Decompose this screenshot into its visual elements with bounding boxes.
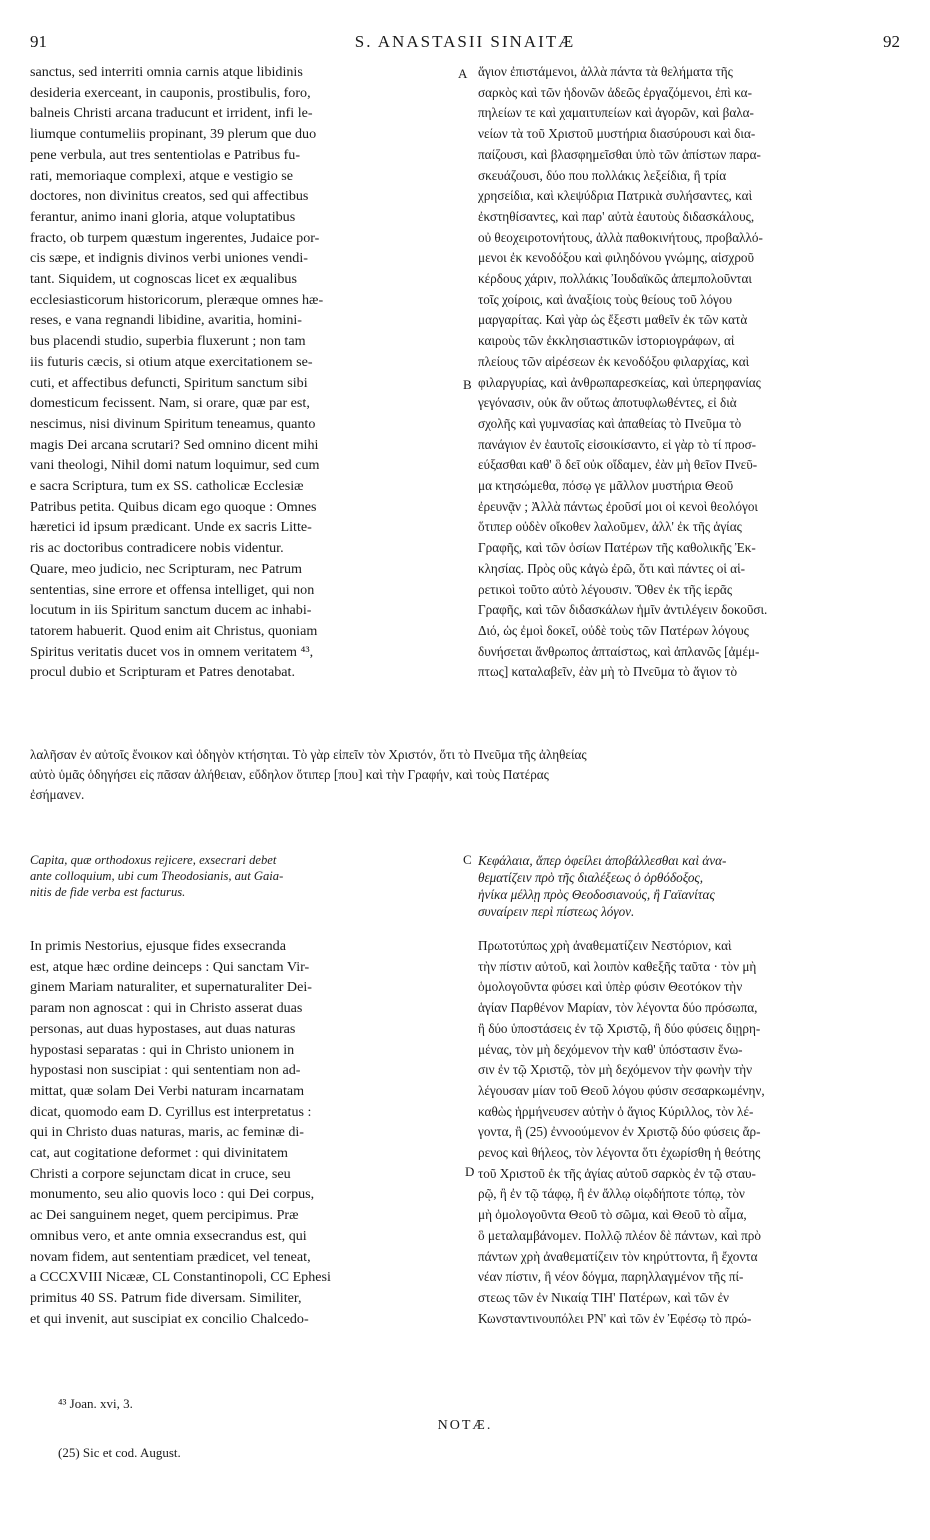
greek-caption xyxy=(478,852,900,920)
greek-top-line: Διό, ὡς ἐμοὶ δοκεῖ, οὐδὲ τοὺς τῶν Πατέρων λόγους xyxy=(478,622,749,638)
latin-top-line: ferantur, animo inani gloria, atque voluptatibus xyxy=(30,208,296,225)
greek-top-line: Γραφῆς, καὶ τῶν διδασκάλων ἡμῖν ἀντιλέγειν δοκοῦσι. xyxy=(478,602,768,618)
greek-bottom-line: πάντων χρὴ ἀναθεματίζειν τὸν κηρύττοντα, ἢ ἔχοντα xyxy=(478,1248,758,1264)
greek-top-line: σχολῆς καὶ γυμνασίας καὶ ἀπαθείας τὸ Πνεῦμα τὸ xyxy=(478,415,742,431)
greek-top-line: μα κτησώμεθα, πόσῳ γε μᾶλλον μυστήρια Θεοῦ xyxy=(478,478,734,494)
greek-top-line: εύξασθαι καθ' ὃ δεῖ οὐκ οἴδαμεν, ἐὰν μὴ θεῖον Πνεῦ- xyxy=(478,457,758,473)
latin-top-line: sanctus, sed interriti omnia carnis atque libidinis xyxy=(30,64,303,80)
greek-bottom-line: ὁμολογοῦντα φύσει καὶ ὑπὲρ φύσιν Θεοτόκον τὴν xyxy=(478,979,743,995)
greek-top-line: γεγόνασιν, οὐκ ἂν οὕτως ἀποτυφλωθέντες, εἰ διὰ xyxy=(478,395,737,411)
latin-top-line: Spiritus veritatis ducet vos in omnem veritatem ⁴³, xyxy=(30,643,314,660)
latin-top-line: fracto, ob turpem quæstum ingerentes, Judaice por- xyxy=(30,229,320,246)
greek-bottom-line: μένας, τὸν μὴ δεχόμενον τὴν καθ' ὑπόστασιν ἕνω- xyxy=(478,1041,743,1057)
greek-top-line: ἅγιον ἐπιστάμενοι, ἀλλὰ πάντα τὰ θελήματα τῆς xyxy=(478,64,733,79)
latin-bottom-line: omnibus vero, et ante omnia exsecrandus est, qui xyxy=(30,1227,307,1244)
greek-top-line: πτως] καταλαβεῖν, ἐὰν μὴ τὸ Πνεῦμα τὸ ἅγιον τὸ xyxy=(478,664,738,680)
greek-full-line: λαλῆσαν ἐν αὐτοῖς ἔνοικον καὶ ὁδηγὸν κτήσηται. Τὸ γὰρ εἰπεῖν τὸν Χριστόν, ὅτι τὸ Πνεῦμα τῆς ἀληθείας xyxy=(30,747,587,762)
latin-bottom-line: personas, aut duas hypostases, aut duas naturas xyxy=(30,1020,296,1037)
greek-top-line: κέρδους χάριν, πολλάκις Ἰουδαϊκῶς ἀπεμπολοῦνται xyxy=(478,271,752,287)
greek-top-line: τοῖς χοίροις, καὶ ἀναξίοις τοὺς θείους τοῦ λόγου xyxy=(478,291,733,307)
latin-top-line: locutum in iis Spiritum sanctum ducem ac inhabi- xyxy=(30,602,312,619)
greek-bottom-line: ὃ μεταλαμβάνομεν. Πολλῷ πλέον δὲ πάντων, καὶ πρὸ xyxy=(478,1227,761,1243)
greek-top-line: ὅτιπερ οὐδὲν οἴκοθεν λαλοῦμεν, ἀλλ' ἐκ τῆς ἁγίας xyxy=(478,519,742,535)
latin-top-line: Patribus petita. Quibus dicam ego quoque : Omnes xyxy=(30,498,317,515)
greek-caption-line: συναίρειν περὶ πίστεως λόγον. xyxy=(478,904,635,919)
latin-caption xyxy=(30,852,456,900)
latin-column-bottom xyxy=(30,936,456,1329)
greek-caption-line: ἡνίκα μέλλῃ πρὸς Θεοδοσιανούς, ἢ Γαϊανίτας xyxy=(478,887,715,902)
greek-top-line: χρησείδια, καὶ κλεψύδρια Πατρικὰ συλήσαντες, καὶ xyxy=(478,188,753,204)
latin-caption-line: Capita, quæ orthodoxus rejicere, exsecrari debet xyxy=(30,853,277,867)
greek-column-top xyxy=(478,62,900,683)
latin-top-line: vani theologi, Nihil domi natum loquimur, sed cum xyxy=(30,457,320,474)
greek-bottom-line: τοῦ Χριστοῦ ἐκ τῆς ἁγίας αὐτοῦ σαρκὸς ἐν τῷ σταυ- xyxy=(478,1165,756,1181)
greek-top-line: σκευάζουσι, δύο που πολλάκις λεξείδια, ἢ τρία xyxy=(478,167,727,183)
margin-letter-a: A xyxy=(458,66,468,81)
latin-bottom-line: In primis Nestorius, ejusque fides exsecranda xyxy=(30,938,286,954)
latin-bottom-line: dicat, quomodo eam D. Cyrillus est interpretatus : xyxy=(30,1103,312,1120)
latin-bottom-line: primitus 40 SS. Patrum fide diversam. Similiter, xyxy=(30,1289,302,1306)
greek-full-line: αὐτὸ ὑμᾶς ὁδηγήσει εἰς πᾶσαν ἀλήθειαν, εὔδηλον ὅτιπερ [που] καὶ τὴν Γραφήν, καὶ τοὺς Πατέρας xyxy=(30,767,549,783)
greek-bottom-line: καθὼς ἡρμήνευσεν αὐτὴν ὁ ἅγιος Κύριλλος, τὸν λέ- xyxy=(478,1103,754,1119)
greek-top-line: οὐ θεοχειροτονήτους, ἀλλὰ παθοκινήτους, προβαλλό- xyxy=(478,229,763,245)
latin-bottom-line: hypostasi non suscipiat : qui sententiam non ad- xyxy=(30,1062,301,1079)
greek-top-line: Γραφῆς, καὶ τῶν ὁσίων Πατέρων τῆς καθολικῆς Ἐκ- xyxy=(478,540,756,556)
greek-caption-line: Κεφάλαια, ἅπερ ὀφείλει ἀποβάλλεσθαι καὶ ἀνα- xyxy=(478,853,727,868)
greek-top-line: φιλαργυρίας, καὶ ἀνθρωπαρεσκείας, καὶ ὑπερηφανίας xyxy=(478,374,761,390)
greek-top-line: σαρκὸς καὶ τῶν ἡδονῶν ἀδεῶς ἐργαζόμενοι, ἐπὶ κα- xyxy=(478,84,752,100)
latin-top-line: rati, memoriaque complexi, atque e vestigio se xyxy=(30,167,293,184)
latin-bottom-line: qui in Christo duas naturas, maris, ac feminæ di- xyxy=(30,1124,304,1141)
latin-top-line: iis futuris cæcis, si otium atque exercitationem se- xyxy=(30,353,313,370)
notae-heading: NOTÆ. xyxy=(437,1418,493,1433)
margin-letter-d: D xyxy=(465,1164,475,1179)
latin-bottom-line: param non agnoscat : qui in Christo asserat duas xyxy=(30,1000,303,1017)
greek-bottom-line: μὴ ὁμολογοῦντα Θεοῦ τὸ σῶμα, καὶ Θεοῦ τὸ αἷμα, xyxy=(478,1207,747,1223)
latin-bottom-line: est, atque hæc ordine deinceps : Qui sanctam Vir- xyxy=(30,958,310,975)
greek-bottom-line: σιν ἐν τῷ Χριστῷ, τὸν μὴ δεχόμενον τὴν φωνὴν τὴν xyxy=(478,1062,753,1078)
latin-bottom-line: Christi a corpore sejunctam dicat in cruce, seu xyxy=(30,1165,291,1182)
margin-letter-b: B xyxy=(463,377,472,392)
latin-bottom-line: monumento, seu alio quovis loco : qui Dei corpus, xyxy=(30,1186,315,1203)
latin-top-line: e sacra Scriptura, tum ex SS. catholicæ Ecclesiæ xyxy=(30,478,304,495)
latin-top-line: hæretici id ipsum prædicant. Unde ex sacris Litte- xyxy=(30,519,312,536)
latin-top-line: bus placendi studio, superbia fluxerunt ; non tam xyxy=(30,333,306,350)
greek-top-line: ἐκστηθίσαντες, καὶ παρ' αὐτὰ ἑαυτοὺς διδασκάλους, xyxy=(478,208,755,224)
page-header xyxy=(30,32,900,60)
latin-top-line: liumque contumeliis propinant, 39 plerum que duo xyxy=(30,126,317,143)
latin-bottom-line: ginem Mariam naturaliter, et supernaturaliter Dei- xyxy=(30,979,312,996)
latin-top-line: cuti, et affectibus defuncti, Spiritum sanctum sibi xyxy=(30,374,308,391)
greek-top-line: μαργαρίτας. Καὶ γὰρ ὡς ἔξεστι μαθεῖν ἐκ τῶν κατὰ xyxy=(478,312,748,328)
greek-top-line: καιροὺς τῶν ἐκκλησιαστικῶν ἱστοριογράφων, αἱ xyxy=(478,333,735,349)
latin-top-line: procul dubio et Scripturam et Patres denotabat. xyxy=(30,664,295,681)
greek-bottom-line: Πρωτοτύπως χρὴ ἀναθεματίζειν Νεστόριον, καὶ xyxy=(478,938,732,953)
greek-top-line: νείων τὰ τοῦ Χριστοῦ μυστήρια διασύρουσι καὶ δια- xyxy=(478,126,756,142)
latin-top-line: cis sæpe, et indignis divinos verbi uniones vendi- xyxy=(30,250,308,267)
latin-top-line: magis Dei arcana scrutari? Sed omnino dicent mihi xyxy=(30,436,319,453)
margin-letter-c: C xyxy=(463,852,472,867)
latin-column-top xyxy=(30,62,456,683)
latin-caption-line: nitis de fide verba est facturus. xyxy=(30,885,186,899)
latin-top-line: tatorem habuerit. Quod enim ait Christus, quoniam xyxy=(30,622,318,639)
latin-bottom-line: a CCCXVIII Nicææ, CL Constantinopoli, CC Ephesi xyxy=(30,1269,331,1286)
page-number-left: 91 xyxy=(30,32,47,51)
greek-bottom-line: στεως τῶν ἐν Νικαίᾳ ΤΙΗ' Πατέρων, καὶ τῶν ἐν xyxy=(478,1289,729,1305)
latin-bottom-line: novam fidem, aut sententiam prædicet, vel teneat, xyxy=(30,1248,311,1265)
latin-top-line: ris ac doctoribus contradicere nobis videntur. xyxy=(30,540,284,557)
latin-top-line: ecclesiasticorum historicorum, pleræque omnes hæ- xyxy=(30,291,324,308)
greek-top-line: παίζουσι, καὶ βλασφημεῖσθαι ὑπὸ τῶν ἀπίστων παρα- xyxy=(478,146,761,162)
greek-top-line: ρετικοὶ τοῦτο αὐτὸ λέγουσιν. Ὅθεν ἐκ τῆς ἱερᾶς xyxy=(478,581,733,597)
greek-bottom-line: ἢ δύο ὑποστάσεις ἐν τῷ Χριστῷ, ἢ δύο φύσεις διῃρη- xyxy=(478,1020,761,1036)
footnote-43: ⁴³ Joan. xvi, 3. xyxy=(58,1396,133,1411)
greek-full-line: ἐσήμανεν. xyxy=(30,787,85,803)
greek-top-line: δυνήσεται ἄνθρωπος ἀπταίστως, καὶ ἀπλανῶς [ἀμέμ- xyxy=(478,643,760,659)
latin-top-line: tant. Siquidem, ut cognoscas licet ex æqualibus xyxy=(30,271,297,288)
latin-top-line: desideria exerceant, in cauponis, prostibulis, foro, xyxy=(30,84,311,101)
latin-bottom-line: ac Dei sanguinem neget, quem percipimus. Præ xyxy=(30,1207,299,1224)
latin-bottom-line: et qui invenit, aut suscipiat ex concilio Chalcedo- xyxy=(30,1310,309,1327)
latin-top-line: domesticum fecissent. Nam, si orare, quæ par est, xyxy=(30,395,310,412)
greek-top-line: μενοι ἐκ κενοδόξου καὶ φιληδόνου γνώμης, αἰσχροῦ xyxy=(478,250,755,266)
greek-bottom-line: τὴν πίστιν αὐτοῦ, καὶ λοιπὸν καθεξῆς ταῦτα · τὸν μὴ xyxy=(478,958,757,974)
greek-top-line: κλησίας. Πρὸς οὓς κἀγὼ ἐρῶ, ὅτι καὶ πάντες οἱ αἱ- xyxy=(478,560,746,576)
latin-top-line: nescimus, nisi divinum Spiritum teneamus, quanto xyxy=(30,415,316,432)
page-number-right: 92 xyxy=(883,32,900,51)
latin-top-line: sententias, sine errore et offensa intelliget, qui non xyxy=(30,581,315,598)
running-title: S. ANASTASII SINAITÆ xyxy=(354,32,576,51)
greek-caption-line: θεματίζειν πρὸ τῆς διαλέξεως ὁ ὀρθόδοξος, xyxy=(478,870,704,885)
latin-top-line: Quare, meo judicio, nec Scripturam, nec Patrum xyxy=(30,560,302,577)
greek-column-bottom xyxy=(478,936,900,1329)
greek-bottom-line: ἁγίαν Παρθένον Μαρίαν, τὸν λέγοντα δύο πρόσωπα, xyxy=(478,1000,758,1016)
latin-caption-line: ante colloquium, ubi cum Theodosianis, aut Gaia- xyxy=(30,869,284,883)
latin-top-line: doctores, non divinitus creatos, sed qui affectibus xyxy=(30,188,309,205)
latin-top-line: reses, e vana regnandi libidine, avaritia, homini- xyxy=(30,312,302,329)
greek-full-width-text xyxy=(30,745,900,806)
latin-bottom-line: hypostasi separatas : qui in Christo unionem in xyxy=(30,1041,295,1058)
latin-bottom-line: cat, aut cogitatione deformet : qui divinitatem xyxy=(30,1145,288,1162)
greek-top-line: ἐρευνᾷν ; Ἀλλὰ πάντως ἐροῦσί μοι οἱ κενοὶ θεολόγοι xyxy=(478,498,758,514)
latin-top-line: pene verbula, aut tres sententiolas e Patribus fu- xyxy=(30,146,301,163)
latin-top-line: balneis Christi arcana traducunt et irrident, infi le- xyxy=(30,105,313,122)
greek-bottom-line: λέγουσαν μίαν τοῦ Θεοῦ λόγου φύσιν σεσαρκωμένην, xyxy=(478,1082,765,1098)
greek-bottom-line: γοντα, ἢ (25) ἐννοούμενον ἐν Χριστῷ δύο φύσεις ἄρ- xyxy=(478,1124,761,1140)
note-25: (25) Sic et cod. August. xyxy=(58,1445,181,1460)
greek-bottom-line: ρενος καὶ θήλεος, τὸν λέγοντα ὅτι ἐχωρίσθη ἡ θεότης xyxy=(478,1145,761,1161)
greek-top-line: πλείους τῶν αἱρέσεων ἐκ κενοδόξου φιλαρχίας, καὶ xyxy=(478,353,750,369)
greek-top-line: πανάγιον ἐν ἑαυτοῖς εἰσοικίσαντο, εἰ γὰρ τὸ τί προσ- xyxy=(478,436,757,452)
latin-bottom-line: mittat, quæ solam Dei Verbi naturam incarnatam xyxy=(30,1082,305,1099)
greek-top-line: πηλείων τε καὶ χαμαιτυπείων καὶ ἀγορῶν, καὶ βαλα- xyxy=(478,105,754,121)
greek-bottom-line: νέαν πίστιν, ἢ νέον δόγμα, παρηλλαγμένον τῆς πί- xyxy=(478,1269,744,1285)
greek-bottom-line: ρῷ, ἢ ἐν τῷ τάφῳ, ἢ ἐν ἄλλῳ οἱῳδήποτε τόπῳ, τὸν xyxy=(478,1186,745,1202)
greek-bottom-line: Κωνσταντινουπόλει ΡΝ' καὶ τῶν ἐν Ἐφέσῳ τὸ πρώ- xyxy=(478,1310,752,1326)
